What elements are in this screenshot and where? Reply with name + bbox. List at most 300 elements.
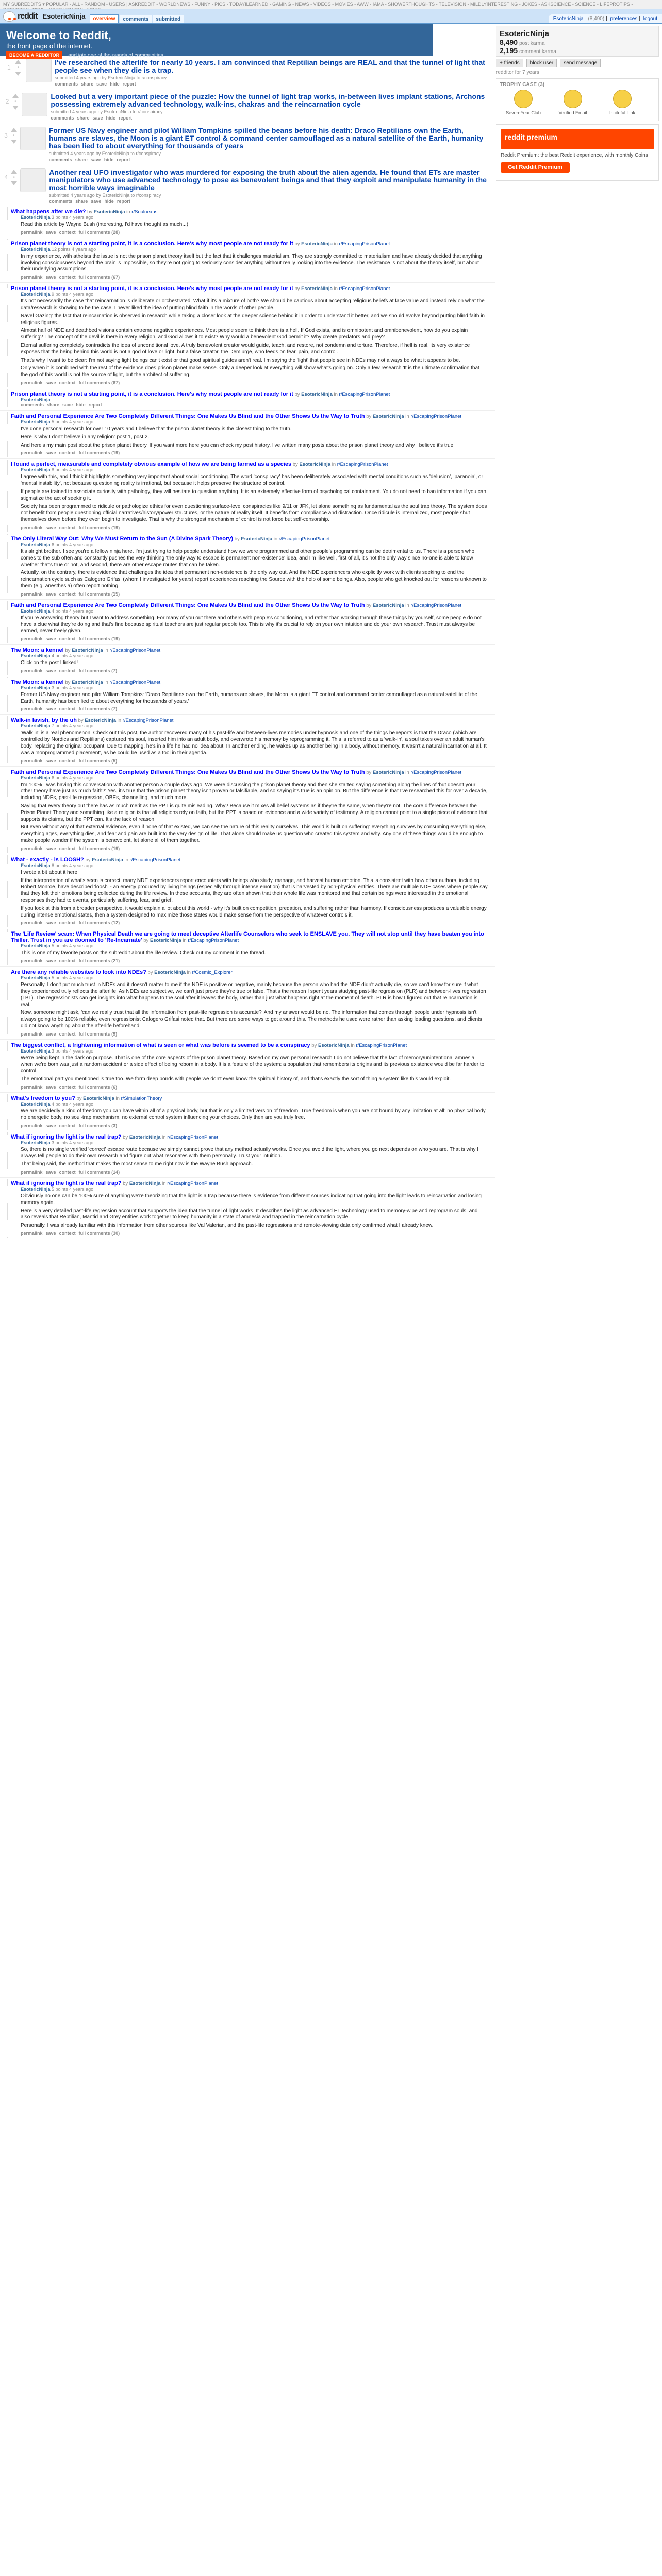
post-karma-value: 8,490 bbox=[500, 38, 518, 46]
downvote-icon[interactable] bbox=[11, 181, 17, 185]
comment-author[interactable]: EsotericNinja bbox=[72, 679, 103, 685]
comment-tagline bbox=[21, 975, 488, 980]
comment-author[interactable]: EsotericNinja bbox=[85, 718, 116, 724]
comment-save-button[interactable]: save bbox=[45, 636, 56, 642]
comment-points: 4 points bbox=[52, 608, 68, 614]
comment-author-tag[interactable]: EsotericNinja bbox=[21, 1048, 51, 1054]
comment-author-tag[interactable]: EsotericNinja bbox=[21, 397, 51, 402]
banner-title: Welcome to Reddit, bbox=[6, 29, 111, 42]
comment-save-button[interactable]: save bbox=[45, 380, 56, 385]
comment-thread-title[interactable]: The 'Life Review' scam: When Physical Death we are going to meet deceptive Afterlife Counselors who seek to ENSLAVE you. They will not stop until they have beaten you into Thiller. Trust in you are doomed to 'Re-Incarnate' bbox=[11, 931, 484, 944]
comment-subreddit[interactable]: r/EscapingPrisonPlanet bbox=[339, 241, 390, 247]
comment-permalink-button[interactable]: permalink bbox=[21, 229, 43, 235]
comment-context-button[interactable]: context bbox=[59, 1230, 76, 1236]
comment-permalink-button[interactable]: permalink bbox=[21, 920, 43, 926]
comment-context-button[interactable]: context bbox=[59, 275, 76, 280]
post-save-button[interactable]: save bbox=[92, 115, 103, 121]
vote-count: • bbox=[14, 99, 16, 105]
comment-full-button[interactable]: full comments (6) bbox=[78, 1084, 118, 1090]
logout-link[interactable]: logout bbox=[643, 16, 657, 22]
comment-author[interactable]: EsotericNinja bbox=[154, 970, 186, 976]
comment-points: 3 points bbox=[52, 1048, 68, 1054]
upvote-icon[interactable] bbox=[15, 60, 21, 64]
comment-author-tag[interactable]: EsotericNinja bbox=[21, 467, 51, 473]
comment-full-button[interactable]: full comments (28) bbox=[78, 229, 120, 235]
comment-header: Prison planet theory is not a starting point, it is a conclusion. Here's why most people are not ready for it by EsotericNinja in r/EscapingPrisonPlanet bbox=[11, 285, 390, 292]
post-save-button[interactable]: save bbox=[90, 157, 101, 162]
comment-full-button[interactable]: full comments (7) bbox=[78, 706, 118, 712]
comment-buttons bbox=[21, 668, 488, 673]
comment-share-button[interactable]: share bbox=[47, 402, 60, 408]
comment-context-button[interactable]: context bbox=[59, 1169, 76, 1175]
comment-subreddit[interactable]: r/EscapingPrisonPlanet bbox=[109, 648, 161, 654]
post-share-button[interactable]: share bbox=[77, 115, 90, 121]
comment-paragraph: I'm 100% I was having this conversation with another person a couple days ago. We were discussing the prison planet theory and then she started saying something along the lines of 'but doesn't your other theory have just as much faith?' Yes, it's true that the prison planet theory isn't proven or falsifiable, and so saying it's true is an opinion. But the difference is that I've researched this for over a decade, including NDEs, past-life regression, OBEs, channelling, and much more. bbox=[21, 782, 488, 801]
comment-save-button[interactable]: save bbox=[45, 1230, 56, 1236]
comment-author[interactable]: EsotericNinja bbox=[301, 241, 333, 247]
trophy[interactable] bbox=[553, 90, 592, 115]
tab-comments[interactable]: comments bbox=[120, 15, 152, 23]
comment-context-button[interactable]: context bbox=[59, 524, 76, 530]
comment-permalink-button[interactable]: permalink bbox=[21, 845, 43, 851]
comment-author[interactable]: EsotericNinja bbox=[301, 391, 333, 397]
comment-context-button[interactable]: context bbox=[59, 636, 76, 642]
comment-time: 4 years ago bbox=[69, 608, 94, 614]
comment-permalink-button[interactable]: permalink bbox=[21, 524, 43, 530]
comment-full-button[interactable]: full comments (30) bbox=[78, 1230, 120, 1236]
trophy-label: Seven-Year Club bbox=[506, 110, 541, 115]
sidebar-username: EsotericNinja bbox=[500, 29, 549, 38]
comment-time: 4 years ago bbox=[69, 975, 94, 981]
comment-author-tag[interactable]: EsotericNinja bbox=[21, 215, 51, 220]
comment-time: 4 years ago bbox=[69, 1048, 94, 1054]
comment-thread-title[interactable]: Faith and Personal Experience Are Two Completely Different Things: One Makes Us Blind and the Other Shows Us the Way to Truth bbox=[11, 602, 365, 608]
comment-thread-title[interactable]: Prison planet theory is not a starting point, it is a conclusion. Here's why most people are not ready for it bbox=[11, 240, 293, 247]
comment-author-tag[interactable]: EsotericNinja bbox=[21, 246, 51, 252]
vote-box bbox=[14, 59, 23, 87]
comment-full-button[interactable]: full comments (5) bbox=[78, 758, 118, 764]
post-report-button[interactable]: report bbox=[119, 115, 133, 121]
comment-permalink-button[interactable]: permalink bbox=[21, 706, 43, 712]
comment-full-button[interactable]: full comments (21) bbox=[78, 958, 120, 964]
main-content bbox=[0, 56, 495, 1240]
comment-context-button[interactable]: context bbox=[59, 920, 76, 926]
comment-context-button[interactable]: context bbox=[59, 1031, 76, 1037]
comment-paragraph: If people are trained to associate curiosity with pathology, they will hesitate to question anything. It is an extremely effective form of psychological containment. You do not need to ban information if you can stigmatize the act of seeking it. bbox=[21, 488, 486, 501]
comment-time: 4 years ago bbox=[69, 723, 94, 729]
comment-buttons bbox=[21, 1084, 488, 1090]
comment-full-button[interactable]: full comments (14) bbox=[78, 1169, 120, 1175]
comment-points: 3 points bbox=[52, 1140, 68, 1145]
comment-tagline bbox=[21, 863, 488, 868]
comment-full-button[interactable]: full comments (19) bbox=[78, 450, 120, 456]
comment-author-tag[interactable]: EsotericNinja bbox=[21, 1140, 51, 1145]
comment-save-button[interactable]: save bbox=[45, 758, 56, 764]
comment-permalink-button[interactable]: permalink bbox=[21, 636, 43, 642]
comment-paragraph: Eternal suffering completely contradicts the idea of unconditional love. A truly benevolent creator would guide, teach, and restore, not condemn and torture. Therefore, if hell is real, its very existence exposes that the being behind this world is not a god of love or light, but a false creator, the Demiurge, who feeds on fear, pain, and control. bbox=[21, 342, 470, 355]
top-nav-text[interactable]: MY SUBREDDITS ▾ POPULAR - ALL - RANDOM - USERS | ASKREDDIT - WORLDNEWS - FUNNY - PICS - TODAYILEARNED - GAMING - NEWS - VIDEOS - MOVIES - AWW - IAMA - SHOWERTHOUGHTS - TELEVISION - MILDLYINTERESTING - JOKES - ASKSCIENCE - SCIENCE - LIFEPROTIPS - bbox=[3, 2, 633, 7]
comment-subreddit[interactable]: r/EscapingPrisonPlanet bbox=[188, 938, 239, 944]
comment-thread-title[interactable]: The Moon: a kennel bbox=[11, 679, 64, 685]
post-thumbnail[interactable] bbox=[20, 168, 46, 192]
comment-author-tag[interactable]: EsotericNinja bbox=[21, 653, 51, 659]
comment-body bbox=[16, 608, 488, 641]
downvote-icon[interactable] bbox=[11, 140, 17, 144]
comment-subreddit[interactable]: r/Soulnexus bbox=[131, 209, 158, 215]
comment-author[interactable]: EsotericNinja bbox=[299, 462, 331, 468]
comment-author[interactable]: EsotericNinja bbox=[129, 1134, 161, 1140]
comment-author[interactable]: EsotericNinja bbox=[72, 648, 103, 654]
comment-paragraph: Actually, on the contrary, there is evidence that challenges the idea that permanent non-existence is the only way out. And the NDE experiencers who explicitly work with clients seeking to end the reincarnation cycle such as Calogero Grifasi (whom I investigated for years) report experiences reaching the Source with the help of some beings. Also, people who get knocked out for reasons unknown to them (e.g. anesthesia) often report nothing. bbox=[21, 570, 487, 589]
comment-points: 5 points bbox=[52, 943, 68, 949]
comment-subreddit[interactable]: r/EscapingPrisonPlanet bbox=[339, 286, 390, 292]
comment-header: Faith and Personal Experience Are Two Completely Different Things: One Makes Us Blind and the Other Shows Us the Way to Truth by EsotericNinja in r/EscapingPrisonPlanet bbox=[11, 769, 462, 775]
post-title[interactable]: Former US Navy engineer and pilot William Tompkins spilled the beans before his death: Draco Reptilians own the Earth, humans are slaves, the Moon is a giant ET control & command center camouflaged as a natural satellite of the Earth, humanity has been lied to about everything for thousands of years bbox=[48, 126, 484, 150]
comment-tagline bbox=[21, 608, 488, 614]
comment-context-button[interactable]: context bbox=[59, 958, 76, 964]
post-thumbnail[interactable] bbox=[20, 127, 46, 150]
comment-author[interactable]: EsotericNinja bbox=[92, 857, 123, 863]
comment-author[interactable]: EsotericNinja bbox=[372, 413, 404, 419]
comment-body bbox=[16, 247, 488, 280]
profile-card bbox=[496, 26, 659, 57]
comment-full-button[interactable]: full comments (19) bbox=[78, 845, 120, 851]
comment-paragraph: Personally, I was already familiar with this information from other sources like Val Valerian, and the past-life regressions and remote-viewing data only confirmed what I already knew. bbox=[21, 1223, 434, 1229]
tab-overview[interactable]: overview bbox=[90, 14, 119, 23]
comment-author[interactable]: EsotericNinja bbox=[93, 209, 125, 215]
post-hide-button[interactable]: hide bbox=[110, 81, 120, 87]
comment-permalink-button[interactable]: permalink bbox=[21, 1031, 43, 1037]
comment-context-button[interactable]: context bbox=[59, 758, 76, 764]
comment-context-button[interactable]: context bbox=[59, 845, 76, 851]
comment-author-tag[interactable]: EsotericNinja bbox=[21, 685, 51, 690]
comment-full-button[interactable]: full comments (12) bbox=[78, 920, 120, 926]
comment-save-button[interactable]: save bbox=[45, 450, 56, 456]
comment-entry bbox=[7, 716, 491, 765]
comment-author[interactable]: EsotericNinja bbox=[241, 536, 273, 542]
divider bbox=[0, 599, 495, 600]
comment-entry bbox=[7, 239, 491, 281]
comment-save-button[interactable]: save bbox=[45, 845, 56, 851]
comment-subreddit[interactable]: r/EscapingPrisonPlanet bbox=[122, 718, 174, 724]
post-comments-button[interactable]: comments bbox=[55, 81, 78, 87]
comment-save-button[interactable]: save bbox=[45, 1084, 56, 1090]
comment-subreddit[interactable]: r/EscapingPrisonPlanet bbox=[337, 462, 388, 468]
comment-paragraph: Saying that every theory out there has as much merit as the PPT is quite misleading. Why? Because it mixes all belief systems as if they're the same, when they're not. The core difference between the Prison Planet Theory and something like a religion is that all religions rely on faith, but the PPT is based on evidence and a wide variety of testimony. A religion cannot point to a single piece of evidence that supports its claims, but the PPT can. It's the lack of reason. bbox=[21, 803, 488, 822]
divider bbox=[0, 714, 495, 715]
preferences-link[interactable]: preferences bbox=[610, 16, 638, 22]
add-friend-button[interactable]: + friends bbox=[496, 59, 523, 67]
comment-permalink-button[interactable]: permalink bbox=[21, 958, 43, 964]
comment-context-button[interactable]: context bbox=[59, 229, 76, 235]
comment-save-button[interactable]: save bbox=[45, 1031, 56, 1037]
comment-paragraph: If you look at this from a broader perspective, it would explain a lot about this world - why it's built on competition, predation, and suffering rather than harmony. If consciousness produces a valuable energy during intense emotional states, then a system designed to maximize those states would make sense from the perspective of whatever controls it. bbox=[21, 905, 487, 918]
comment-author-tag[interactable]: EsotericNinja bbox=[21, 1186, 51, 1192]
comment-context-button[interactable]: context bbox=[59, 1123, 76, 1128]
comment-paragraph: Obviously no one can be 100% sure of anything we're theorizing that the light is a trap because there is evidence from different sources indicating that going into the light leads to reincarnation and losing memory again. bbox=[21, 1193, 482, 1206]
trophy-icon bbox=[564, 90, 582, 108]
post-buttons bbox=[49, 199, 491, 204]
comment-subreddit[interactable]: r/EscapingPrisonPlanet bbox=[356, 1042, 407, 1048]
upvote-icon[interactable] bbox=[12, 94, 19, 98]
banner-tagline: and join one of thousands of communities. bbox=[68, 53, 165, 58]
comment-save-button[interactable]: save bbox=[45, 920, 56, 926]
comment-context-button[interactable]: context bbox=[59, 1084, 76, 1090]
comment-permalink-button[interactable]: permalink bbox=[21, 591, 43, 597]
comment-points: 5 points bbox=[52, 975, 68, 981]
comment-subreddit[interactable]: r/EscapingPrisonPlanet bbox=[167, 1134, 218, 1140]
comment-author[interactable]: EsotericNinja bbox=[318, 1042, 350, 1048]
comment-header: Faith and Personal Experience Are Two Completely Different Things: One Makes Us Blind and the Other Shows Us the Way to Truth by EsotericNinja in r/EscapingPrisonPlanet bbox=[11, 602, 462, 608]
comment-buttons bbox=[21, 525, 488, 530]
comment-paragraph: It's not necessarily the case that reincarnation is deliberate or orchestrated. What if it's a mixture of both? We should be cautious about accepting religious beliefs at face value and instead rely on what the data/research is showing to be the case. I never liked the idea of putting blind faith in the words of other people. bbox=[21, 298, 485, 311]
comment-thread-title[interactable]: What happens after we die? bbox=[11, 209, 86, 215]
comment-tagline bbox=[21, 1187, 488, 1192]
post-title[interactable]: Looked but a very important piece of the puzzle: How the tunnel of light trap works, in-between lives implant stations, Archons possessing extremely advanced technology, walk-ins, chakras and the reincarnation cycle bbox=[51, 92, 485, 108]
comment-paragraph: If you're answering theory but I want to address something. For many of you out there and others with people's conditioning, and rather than working through these things by yourself, some people do not have a clue what they're doing and that's fine because spiritual teachers are just regular people too. This is why it's crucial to rely on your own intuition and do your own research. Trust must always be earned, never freely given. bbox=[21, 615, 482, 634]
comment-buttons bbox=[21, 758, 488, 764]
trophy-case-title: TROPHY CASE (3) bbox=[500, 82, 545, 88]
post-hide-button[interactable]: hide bbox=[104, 199, 114, 204]
comment-author-tag[interactable]: EsotericNinja bbox=[21, 608, 51, 614]
comment-save-button[interactable]: save bbox=[45, 1123, 56, 1128]
comment-permalink-button[interactable]: permalink bbox=[21, 1169, 43, 1175]
comment-thread-title[interactable]: What - exactly - is LOOSH? bbox=[11, 856, 84, 863]
comment-author[interactable]: EsotericNinja bbox=[150, 938, 181, 944]
comment-body bbox=[16, 723, 488, 763]
comment-author-tag[interactable]: EsotericNinja bbox=[21, 1101, 51, 1107]
comment-permalink-button[interactable]: permalink bbox=[21, 1230, 43, 1236]
comment-points: 4 points bbox=[52, 653, 68, 659]
comment-permalink-button[interactable]: permalink bbox=[21, 668, 43, 673]
comment-full-button[interactable]: full comments (67) bbox=[78, 380, 120, 385]
comment-thread-title[interactable]: What if ignoring the light is the real trap? bbox=[11, 1180, 122, 1187]
username-link[interactable]: EsotericNinja bbox=[553, 16, 584, 22]
trophy[interactable] bbox=[504, 90, 543, 115]
post-report-button[interactable]: report bbox=[117, 157, 130, 162]
comment-save-button[interactable]: save bbox=[45, 706, 56, 712]
post-share-button[interactable]: share bbox=[81, 81, 94, 87]
post-comments-button[interactable]: comments bbox=[49, 199, 73, 204]
comment-full-button[interactable]: full comments (19) bbox=[78, 524, 120, 530]
comment-report-button[interactable]: report bbox=[88, 402, 102, 408]
comment-context-button[interactable]: context bbox=[59, 380, 76, 385]
top-nav-bar[interactable] bbox=[0, 0, 662, 9]
comment-tagline bbox=[21, 215, 488, 220]
comment-permalink-button[interactable]: permalink bbox=[21, 275, 43, 280]
comment-header: The 'Life Review' scam: When Physical Death we are going to meet deceptive Afterlife Counselors who seek to ENSLAVE you. They will not stop until they have beaten you into Thiller. Trust in you are doomed to 'Re-Incarnate' by EsotericNinja in r/EscapingPrisonPlanet bbox=[11, 931, 484, 944]
post-share-button[interactable]: share bbox=[75, 157, 88, 162]
comment-subreddit[interactable]: r/EscapingPrisonPlanet bbox=[167, 1180, 218, 1187]
comment-permalink-button[interactable]: permalink bbox=[21, 450, 43, 456]
comment-paragraph: Click on the post I linked! bbox=[21, 660, 78, 666]
comment-paragraph: In my experience, with atheists the issue is not the prison planet theory itself but the fact that it challenges materialism. They are strongly committed to materialism and have already decided that anything involving consciousness beyond the brain is impossible, so they're not going to seriously consider anything without really looking into the evidence. The resistance is not about the theory itself, but about their underlying assumptions. bbox=[21, 253, 482, 273]
comment-buttons bbox=[21, 275, 488, 280]
post-title[interactable]: I've researched the afterlife for nearly 10 years. I am convinced that Reptilian beings are REAL and that the tunnel of light that people see when they die is a trap. bbox=[55, 58, 485, 74]
comment-paragraph: If the interpretation of what's seen is correct, many NDE experiencers report encounters with beings who study, manage, and harvest human emotion. This is consistent with how other authors, including Robert Monroe, have described 'loosh' - an energy produced by living beings (especially through intense emotion) that is harvested by non-physical entities. There are multiple NDE cases where people say that they felt their emotions being collected during the life review. In these accounts, they are often shown that their whole life was monitored and that certain beings were interested in the emotional responses they had to events, particularly suffering, fear, and grief. bbox=[21, 877, 488, 904]
comment-author-tag[interactable]: EsotericNinja bbox=[21, 419, 51, 425]
comment-header: Walk-in lavish, by the uh by EsotericNinja in r/EscapingPrisonPlanet bbox=[11, 717, 174, 724]
comment-body bbox=[16, 215, 488, 235]
comment-subreddit[interactable]: r/EscapingPrisonPlanet bbox=[129, 857, 181, 863]
comment-body bbox=[16, 975, 488, 1037]
comment-entry bbox=[7, 207, 491, 236]
comment-hide-button[interactable]: hide bbox=[76, 402, 86, 408]
downvote-icon[interactable] bbox=[15, 72, 21, 76]
comment-thread-title[interactable]: Prison planet theory is not a starting point, it is a conclusion. Here's why most people are not ready for it bbox=[11, 391, 293, 397]
post-report-button[interactable]: report bbox=[122, 81, 136, 87]
trophy[interactable] bbox=[603, 90, 642, 115]
comment-context-button[interactable]: context bbox=[59, 450, 76, 456]
comment-paragraph: So, there is no single verified 'correct' escape route because we simply cannot prove that any method actually works. Once you avoid the light, where you go next depends on who you are. That is why I always tell people to do their own research and figure out what resonates with them personally. Trust your intuition. bbox=[21, 1146, 479, 1159]
comment-author-tag[interactable]: EsotericNinja bbox=[21, 943, 51, 949]
comment-author[interactable]: EsotericNinja bbox=[129, 1180, 161, 1187]
comment-thread-title[interactable]: I found a perfect, measurable and completely obvious example of how we are being farmed as a species bbox=[11, 461, 292, 468]
post-rank: 4 bbox=[4, 174, 8, 181]
comment-save-button[interactable]: save bbox=[45, 958, 56, 964]
comment-author-tag[interactable]: EsotericNinja bbox=[21, 775, 51, 781]
comment-author-tag[interactable]: EsotericNinja bbox=[21, 975, 51, 981]
comment-author-tag[interactable]: EsotericNinja bbox=[21, 723, 51, 729]
comment-permalink-button[interactable]: permalink bbox=[21, 1084, 43, 1090]
comment-thread-title[interactable]: Are there any reliable websites to look into NDEs? bbox=[11, 969, 146, 976]
post-row bbox=[0, 56, 495, 90]
post-comments-button[interactable]: comments bbox=[51, 115, 74, 121]
comment-paragraph: This is one of my favorite posts on the subreddit about the life review. Check out my comment in the thread. bbox=[21, 950, 266, 956]
premium-title: reddit premium bbox=[505, 133, 557, 141]
comment-paragraph: I wrote a bit about it here: bbox=[21, 869, 79, 875]
post-title[interactable]: Another real UFO investigator who was murdered for exposing the truth about the alien agenda. He found that ETs are master manipulators who use advanced technology to pose as benevolent beings and that they exploit and manipulate humanity in the most horrible ways imaginable bbox=[49, 168, 487, 192]
comment-thread-title[interactable]: Faith and Personal Experience Are Two Completely Different Things: One Makes Us Blind and the Other Shows Us the Way to Truth bbox=[11, 413, 365, 419]
profile-name[interactable]: EsotericNinja bbox=[42, 12, 86, 20]
comment-save-button[interactable]: save bbox=[62, 402, 73, 408]
comment-paragraph: Personally, I don't put much trust in NDEs and it doesn't matter to me if the NDE is positive or negative, mainly because the person who had the NDE didn't actually die, so we can't know for sure if what they experienced truly reflects the afterlife. As NDEs are subjective, we can't just prove they're true or false. That's the reason I spent years studying past-life regression (PLR) and between-lives regression (LBL). The regressionists can get insights into what happens to the soul after it leaves the body, rather than just what happens right at the moment of death. PLR is how I figured out that reincarnation is real. bbox=[21, 982, 486, 1008]
comment-paragraph: That being said, the method that makes the most sense to me right now is the Wayne Bush approach. bbox=[21, 1161, 253, 1167]
comment-body bbox=[16, 1140, 488, 1175]
post-hide-button[interactable]: hide bbox=[106, 115, 116, 121]
send-message-button[interactable]: send message bbox=[560, 59, 601, 67]
comment-author[interactable]: EsotericNinja bbox=[372, 769, 404, 775]
comment-buttons bbox=[21, 846, 488, 851]
comment-buttons bbox=[21, 230, 488, 235]
comment-subreddit[interactable]: r/EscapingPrisonPlanet bbox=[339, 391, 390, 397]
comment-subreddit[interactable]: r/EscapingPrisonPlanet bbox=[410, 602, 462, 608]
comment-header: Faith and Personal Experience Are Two Completely Different Things: One Makes Us Blind and the Other Shows Us the Way to Truth by EsotericNinja in r/EscapingPrisonPlanet bbox=[11, 413, 462, 419]
comment-thread-title[interactable]: The Only Literal Way Out: Why We Must Return to the Sun (A Divine Spark Theory) bbox=[11, 535, 234, 542]
comment-points: 3 points bbox=[52, 215, 68, 220]
comment-thread-title[interactable]: Faith and Personal Experience Are Two Completely Different Things: One Makes Us Blind and the Other Shows Us the Way to Truth bbox=[11, 769, 365, 775]
divider bbox=[0, 410, 495, 411]
comment-author-tag[interactable]: EsotericNinja bbox=[21, 292, 51, 297]
comment-save-button[interactable]: save bbox=[45, 524, 56, 530]
post-save-button[interactable]: save bbox=[91, 199, 102, 204]
comment-save-button[interactable]: save bbox=[45, 1169, 56, 1175]
upvote-icon[interactable] bbox=[11, 128, 17, 132]
post-report-button[interactable]: report bbox=[117, 199, 130, 204]
post-rank: 1 bbox=[7, 64, 11, 71]
comment-time: 4 years ago bbox=[69, 541, 94, 547]
post-body bbox=[55, 59, 491, 87]
post-comments-button[interactable]: comments bbox=[48, 157, 72, 162]
comment-subreddit[interactable]: r/Cosmic_Explorer bbox=[192, 970, 233, 976]
post-save-button[interactable]: save bbox=[96, 81, 107, 87]
karma-count: (8,490) bbox=[588, 16, 605, 22]
post-hide-button[interactable]: hide bbox=[104, 157, 114, 162]
comment-subreddit[interactable]: r/EscapingPrisonPlanet bbox=[278, 536, 330, 542]
comment-permalink-button[interactable]: permalink bbox=[21, 758, 43, 764]
post-thumbnail[interactable] bbox=[22, 93, 47, 116]
comment-full-button[interactable]: full comments (19) bbox=[78, 636, 120, 642]
comment-context-button[interactable]: context bbox=[59, 591, 76, 597]
post-buttons bbox=[49, 157, 491, 162]
comment-full-button[interactable]: full comments (3) bbox=[78, 1123, 118, 1128]
comment-comments-button[interactable]: comments bbox=[21, 402, 44, 408]
comment-tagline bbox=[21, 685, 488, 690]
comment-karma-label: comment karma bbox=[519, 49, 556, 55]
post-thumbnail[interactable] bbox=[26, 59, 52, 82]
comment-permalink-button[interactable]: permalink bbox=[21, 380, 43, 385]
premium-box bbox=[496, 124, 659, 181]
upvote-icon[interactable] bbox=[11, 170, 17, 174]
comment-full-button[interactable]: full comments (9) bbox=[78, 1031, 118, 1037]
comment-subreddit[interactable]: r/EscapingPrisonPlanet bbox=[410, 769, 462, 775]
comment-author-tag[interactable]: EsotericNinja bbox=[21, 862, 51, 868]
comment-save-button[interactable]: save bbox=[45, 275, 56, 280]
comment-permalink-button[interactable]: permalink bbox=[21, 1123, 43, 1128]
comment-subreddit[interactable]: r/EscapingPrisonPlanet bbox=[410, 413, 462, 419]
comment-context-button[interactable]: context bbox=[59, 706, 76, 712]
downvote-icon[interactable] bbox=[12, 106, 19, 110]
comment-body bbox=[16, 863, 488, 926]
comment-save-button[interactable]: save bbox=[45, 229, 56, 235]
comment-author[interactable]: EsotericNinja bbox=[83, 1095, 114, 1101]
comment-body bbox=[16, 775, 488, 851]
comment-points: 5 points bbox=[52, 419, 68, 425]
get-premium-button[interactable]: Get Reddit Premium bbox=[501, 162, 570, 173]
comment-author-tag[interactable]: EsotericNinja bbox=[21, 541, 51, 547]
comment-paragraph: Only when it is combined with the rest of the evidence does prison planet make sense. Only a deeper look at everything will show what's going on. Only a few research 'It is the ultimate confirmation that the god of this world is not the source of light, but the architect of suffering. bbox=[21, 365, 479, 378]
comment-thread-title[interactable]: What if ignoring the light is the real trap? bbox=[11, 1133, 122, 1140]
comment-paragraph: Here is why I don't believe in any religion: post 1, post 2. bbox=[21, 434, 150, 440]
comment-points: 12 points bbox=[52, 246, 71, 252]
comment-thread-title[interactable]: Prison planet theory is not a starting point, it is a conclusion. Here's why most people are not ready for it bbox=[11, 285, 293, 292]
comment-thread-title[interactable]: What's freedom to you? bbox=[11, 1095, 75, 1101]
comment-full-button[interactable]: full comments (7) bbox=[78, 668, 118, 673]
vote-box bbox=[12, 93, 19, 121]
comment-full-button[interactable]: full comments (15) bbox=[78, 591, 120, 597]
comment-author[interactable]: EsotericNinja bbox=[372, 602, 404, 608]
block-user-button[interactable]: block user bbox=[526, 59, 557, 67]
comment-full-button[interactable]: full comments (67) bbox=[78, 275, 120, 280]
comment-author[interactable]: EsotericNinja bbox=[301, 286, 333, 292]
comment-entry bbox=[7, 460, 491, 532]
comment-thread-title[interactable]: The Moon: a kennel bbox=[11, 647, 64, 654]
comment-header: Prison planet theory is not a starting point, it is a conclusion. Here's why most people are not ready for it by EsotericNinja in r/EscapingPrisonPlanet bbox=[11, 391, 390, 397]
comment-save-button[interactable]: save bbox=[45, 591, 56, 597]
comment-save-button[interactable]: save bbox=[45, 668, 56, 673]
post-share-button[interactable]: share bbox=[75, 199, 88, 204]
comment-buttons bbox=[21, 402, 488, 408]
comment-body bbox=[16, 1101, 488, 1128]
comment-subreddit[interactable]: r/SimulationTheory bbox=[121, 1095, 162, 1101]
comment-header: What if ignoring the light is the real trap? by EsotericNinja in r/EscapingPrisonPlanet bbox=[11, 1133, 218, 1140]
comment-subreddit[interactable]: r/EscapingPrisonPlanet bbox=[109, 679, 161, 685]
tab-submitted[interactable]: submitted bbox=[153, 15, 184, 23]
become-redditor-button[interactable]: BECOME A REDDITOR bbox=[6, 51, 62, 59]
comment-thread-title[interactable]: Walk-in lavish, by the uh bbox=[11, 717, 77, 724]
comment-thread-title[interactable]: The biggest conflict, a frightening information of what is seen or what was before is seemed to be a conspiracy bbox=[11, 1042, 310, 1048]
comment-context-button[interactable]: context bbox=[59, 668, 76, 673]
